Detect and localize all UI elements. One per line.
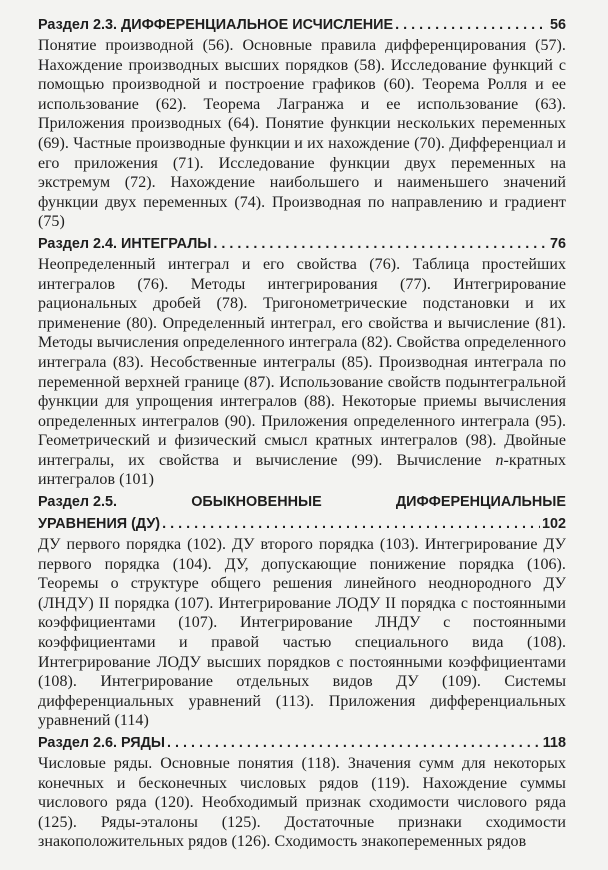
section-heading [38, 491, 566, 535]
section-title: Раздел 2.4. ИНТЕГРАЛЫ [38, 235, 212, 252]
contents-italic-n: n [495, 451, 504, 469]
section-title-word-2: ДИФФЕРЕНЦИАЛЬНЫЕ [395, 494, 566, 511]
section-heading-line-1 [38, 491, 566, 513]
toc-section-2-6 [38, 732, 566, 852]
page-number: 76 [549, 235, 566, 252]
table-of-contents [38, 14, 566, 853]
page-number: 56 [549, 17, 566, 33]
dot-leader [167, 732, 541, 754]
section-title: Раздел 2.3. ДИФФЕРЕНЦИАЛЬНОЕ ИСЧИСЛЕНИЕ [38, 17, 394, 33]
toc-section-2-3 [38, 14, 566, 232]
page-number: 118 [542, 735, 566, 751]
dot-leader [395, 14, 548, 36]
section-heading-line-2 [38, 513, 566, 535]
section-number: Раздел 2.5. [38, 494, 118, 511]
toc-section-2-4 [38, 233, 566, 490]
dot-leader [213, 233, 548, 255]
section-title-word-1: ОБЫКНОВЕННЫЕ [191, 494, 322, 511]
section-heading [38, 732, 566, 754]
section-title-word-3: УРАВНЕНИЯ (ДУ) [38, 516, 161, 533]
section-contents: Числовые ряды. Основные понятия (118). Значения сумм для некоторых конечных и бесконечных числовых рядов (119). Нахождение суммы числового ряда (120). Необходимый признак сходимости числового ряда (125). Ряды-эталоны (125). Достаточные признаки сходимости знакоположительных рядов (126). Сходимость знакопеременных рядов [38, 755, 566, 851]
section-heading [38, 233, 566, 255]
section-contents [38, 255, 566, 490]
section-contents: Понятие производной (56). Основные правила дифференцирования (57). Нахождение производных высших порядков (58). Исследование функций с помощью производной и построение графиков (60). Теорема Ролля и ее использование (62). Теорема Лагранжа и ее использование (63). Приложения производных (64). Понятие функции нескольких переменных (69). Частные производные функции и их нахождение (70). Дифференциал и его приложения (71). Исследование функции двух переменных на экстремум (72). Нахождение наибольшего и наименьшего значений функции двух переменных (74). Производная по направлению и градиент (75) [38, 37, 566, 231]
section-contents: ДУ первого порядка (102). ДУ второго порядка (103). Интегрирование ДУ первого порядка (104). ДУ, допускающие понижение порядка (106). Теоремы о структуре общего решения линейного неоднородного ДУ (ЛНДУ) II порядка (107). Интегрирование ЛОДУ II порядка с постоянными коэффициентами (107). Интегрирование ЛНДУ с постоянными коэффициентами и правой частью специального вида (108). Интегрирование ЛОДУ высших порядков с постоянными коэффициентами (108). Интегрирование отдельных видов ДУ (109). Системы дифференциальных уравнений (113). Приложения дифференциальных уравнений (114) [38, 536, 566, 730]
contents-text-end: -кратных интегралов (101) [38, 451, 566, 489]
toc-section-2-5 [38, 491, 566, 731]
contents-text: Неопределенный интеграл и его свойства (76). Таблица простейших интегралов (76). Методы интегрирования (77). Интегрирование рациональных дробей (78). Тригонометрические подстановки и их применение (80). Определенный интеграл, его свойства и вычисление (81). Методы вычисления определенного интеграла (82). Свойства определенного интеграла (83). Несобственные интегралы (85). Производная интеграла по переменной верхней границе (87). Использование свойств подынтегральной функции для упрощения интегралов (88). Некоторые приемы вычисления определенных интегралов (90). Приложения определенного интеграла (95). Геометрический и физический смысл кратных интегралов (98). Двойные интегралы, их свойства и вычисление (99). Вычисление [38, 255, 566, 469]
page-number: 102 [541, 516, 566, 533]
dot-leader [162, 513, 540, 535]
section-heading [38, 14, 566, 36]
section-title: Раздел 2.6. РЯДЫ [38, 735, 165, 751]
